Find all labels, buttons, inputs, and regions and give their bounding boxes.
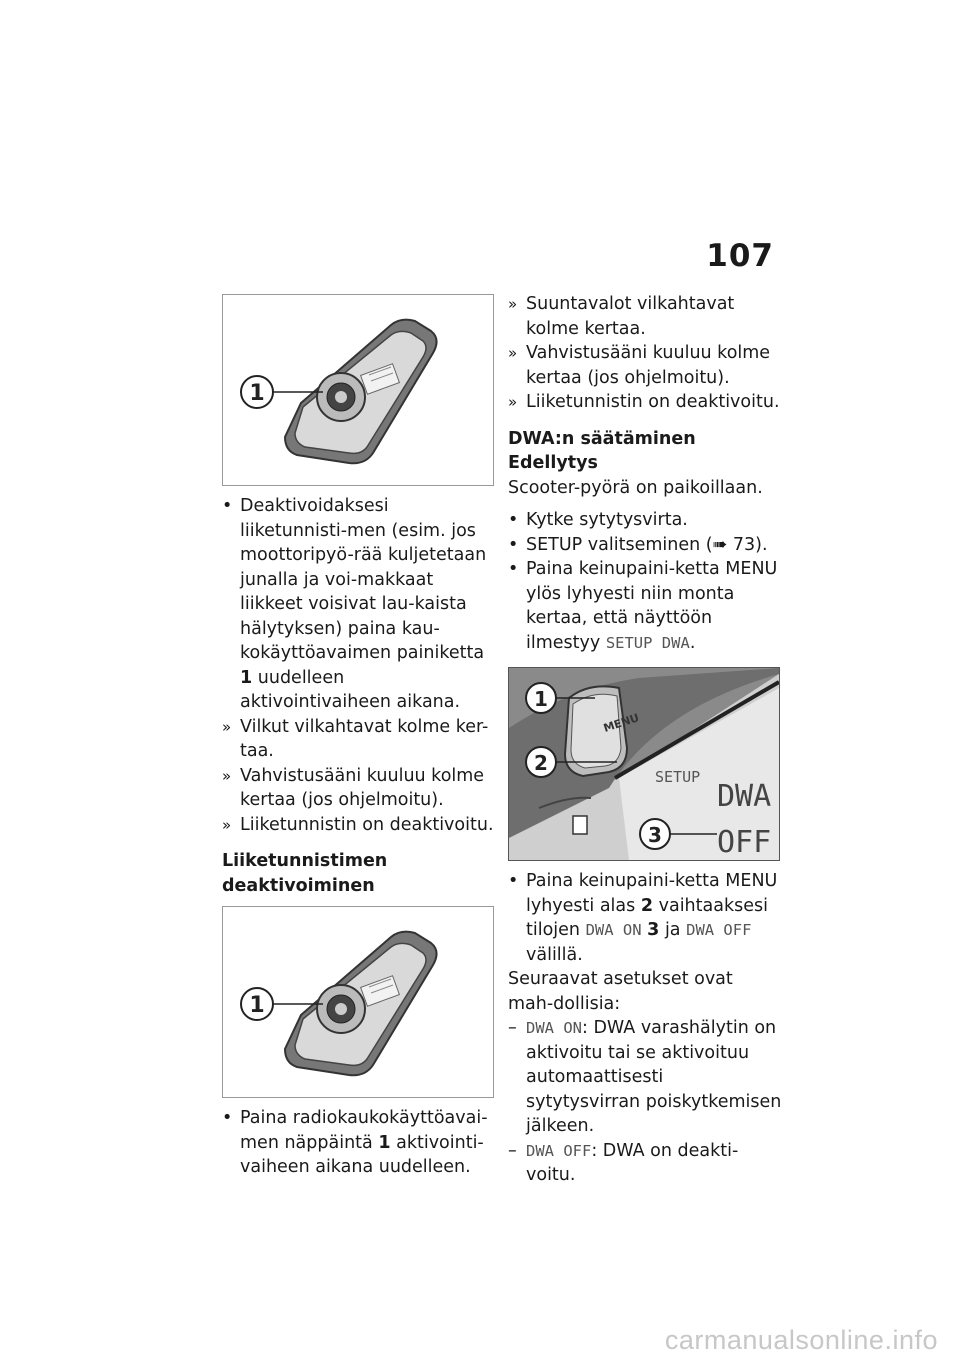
result-item (508, 341, 782, 390)
options-intro: Seuraavat asetukset ovat mah-dollisia: (508, 969, 733, 1014)
page-ref: 73). (732, 534, 768, 555)
result-text: Vahvistusääni kuuluu kolme kertaa (jos ohjelmoitu). (240, 765, 485, 810)
step-text: Paina keinupaini-ketta MENU ylös lyhyesti niin monta kertaa, että näyttöön ilmestyy (526, 559, 778, 653)
result-marker: » (222, 815, 232, 834)
key-fob-figure-2 (222, 906, 494, 1098)
key-fob-figure-1 (222, 294, 494, 486)
result-marker: » (508, 393, 518, 411)
bullet-marker: • (508, 510, 519, 530)
bullet-marker: • (508, 871, 519, 891)
result-marker: » (222, 766, 232, 785)
list-item (508, 533, 782, 558)
bullet-marker: • (508, 534, 519, 555)
step-num: 2 (640, 895, 654, 916)
page-number: 107 (706, 238, 774, 274)
option-text: : DWA varashälytin on aktivoitu tai se aktivoituu automaattisesti sytytysvirran poiskytkemisen jälkeen. (526, 1018, 782, 1136)
right-column (508, 292, 782, 1188)
bullet-marker: • (222, 496, 233, 516)
section-subheading: Edellytys (508, 453, 598, 473)
display-code: DWA OFF (526, 1141, 592, 1160)
callout-3: 3 (648, 823, 662, 847)
bullet-marker: • (508, 559, 519, 579)
display-code: SETUP DWA (605, 633, 690, 652)
watermark: carmanualsonline.info (664, 1325, 938, 1355)
option-text: : DWA on deakti-voitu. (526, 1140, 739, 1185)
cockpit-figure (508, 667, 780, 861)
result-item (222, 813, 494, 838)
result-marker: » (508, 344, 518, 362)
step-text: vaihtaaksesi tilojen (526, 895, 768, 940)
step-num: 3 (647, 920, 660, 940)
section-heading: Liiketunnistimen deaktivoiminen (222, 851, 388, 896)
step-text: välillä. (526, 944, 583, 965)
bullet1-num: 1 (240, 667, 253, 688)
result-text: Suuntavalot vilkahtavat kolme kertaa. (526, 294, 735, 339)
result-marker: » (222, 717, 232, 736)
section-heading: DWA:n säätäminen (508, 428, 696, 449)
step-text: Paina keinupaini-ketta MENU lyhyesti alas (526, 871, 778, 916)
step-text: Kytke sytytysvirta. (526, 510, 688, 530)
display-code: DWA OFF (686, 921, 752, 939)
menu-button-text: MENU (601, 711, 641, 735)
key-fob-illustration (223, 907, 493, 1097)
cockpit-illustration (509, 668, 779, 860)
display-off: OFF (717, 825, 772, 860)
display-code: DWA ON (585, 921, 642, 939)
callout-2: 2 (534, 751, 548, 775)
result-text: Vahvistusääni kuuluu kolme kertaa (jos ohjelmoitu). (526, 343, 771, 388)
step-end: . (689, 632, 696, 653)
result-text: Liiketunnistin on deaktivoitu. (526, 392, 780, 412)
dash-marker: – (508, 1018, 517, 1038)
bullet2-num: 1 (378, 1132, 391, 1153)
bullet2-text: Paina radiokaukokäyttöavai-men näppäintä (240, 1108, 488, 1153)
display-setup: SETUP (655, 768, 701, 786)
result-item (508, 390, 782, 415)
bullet2-tail: aktivointi-vaiheen aikana uudelleen. (240, 1132, 484, 1177)
list-item (508, 557, 782, 655)
result-text: Liiketunnistin on deaktivoitu. (240, 814, 494, 835)
result-item (508, 292, 782, 341)
callout-1: 1 (534, 687, 548, 711)
display-code: DWA ON (526, 1019, 582, 1037)
result-marker: » (508, 295, 518, 313)
list-item (222, 1106, 494, 1180)
result-item (222, 715, 494, 764)
key-fob-illustration (223, 295, 493, 485)
page-ref-arrow-icon: ➠ (712, 534, 728, 555)
option-item (508, 1139, 782, 1188)
list-item (222, 494, 494, 715)
result-text: Vilkut vilkahtavat kolme ker-taa. (240, 716, 489, 761)
result-item (222, 764, 494, 813)
list-item (508, 869, 782, 967)
option-item (508, 1016, 782, 1139)
precondition-text: Scooter-pyörä on paikoillaan. (508, 477, 763, 498)
fuel-icon (573, 816, 587, 834)
callout-1: 1 (249, 381, 265, 406)
step-text: ja (664, 920, 681, 940)
left-column (222, 294, 494, 1180)
callout-1: 1 (249, 993, 265, 1018)
step-text: SETUP valitseminen ( (526, 534, 713, 555)
bullet1-text: Deaktivoidaksesi liiketunnisti-men (esim. jos moottoripyö-rää kuljetetaan junalla ja voi-makkaat liikkeet voisivat lau-kaista hälytyksen) paina kau-kokäyttöavaimen painiketta (240, 496, 487, 663)
bullet-marker: • (222, 1108, 233, 1128)
bullet1-tail: uudelleen aktivointivaiheen aikana. (240, 667, 461, 712)
display-dwa: DWA (717, 779, 772, 814)
list-item (508, 508, 782, 533)
dash-marker: – (508, 1140, 517, 1161)
